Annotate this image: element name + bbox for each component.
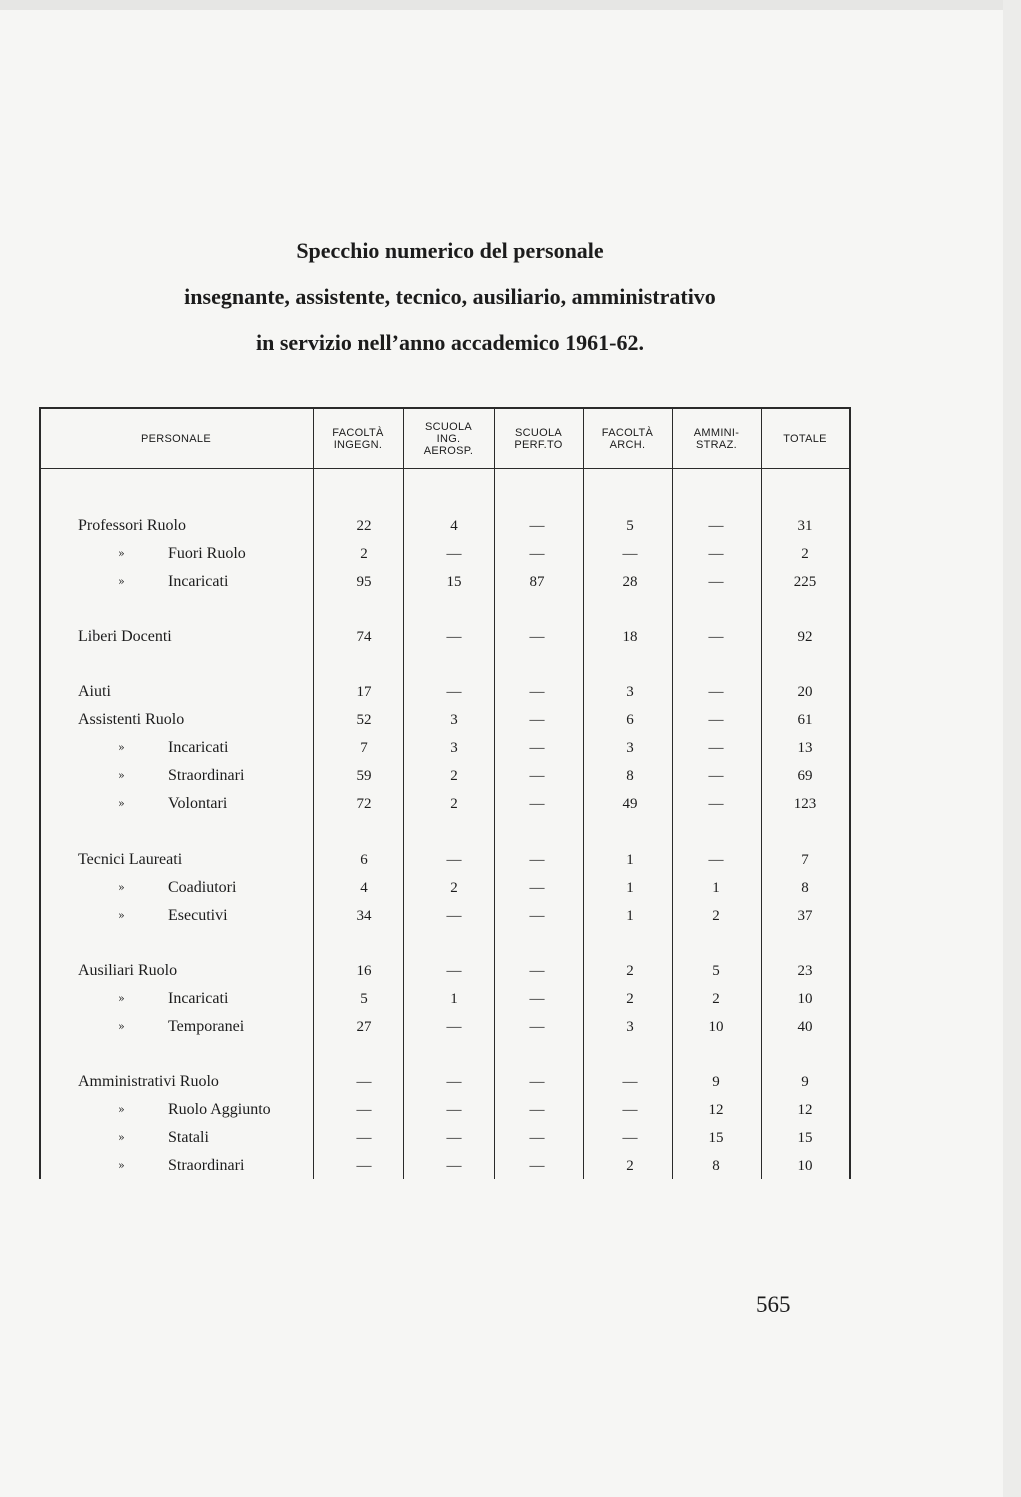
row-label: Liberi Docenti <box>78 628 172 645</box>
table-cell: — <box>529 684 545 700</box>
table-cell: — <box>708 546 724 562</box>
table-cell: 3 <box>450 712 458 728</box>
table-cell: — <box>529 880 545 896</box>
table-cell: — <box>529 546 545 562</box>
table-row <box>39 624 851 650</box>
table-cell: — <box>356 1102 372 1118</box>
table-row <box>39 763 851 789</box>
table-cell: — <box>708 518 724 534</box>
ditto-mark: » <box>118 741 125 754</box>
table-cell: — <box>529 991 545 1007</box>
table-cell: 10 <box>708 1019 724 1035</box>
table-row <box>39 1069 851 1095</box>
table-cell: — <box>708 629 724 645</box>
table-cell: 2 <box>626 991 634 1007</box>
table-cell: — <box>622 546 638 562</box>
table-cell: 10 <box>797 1158 813 1174</box>
ditto-mark: » <box>118 575 125 588</box>
column-header: TOTALE <box>783 432 827 445</box>
table-cell: 17 <box>356 684 372 700</box>
table-cell: — <box>446 1074 462 1090</box>
table-cell: — <box>708 574 724 590</box>
row-sublabel: Statali <box>168 1129 209 1146</box>
row-sublabel: Incaricati <box>168 739 229 756</box>
table-cell: — <box>356 1130 372 1146</box>
table-cell: 5 <box>712 963 720 979</box>
table-cell: 225 <box>793 574 817 590</box>
table-cell: 74 <box>356 629 372 645</box>
table-cell: — <box>529 796 545 812</box>
table-cell: — <box>446 1102 462 1118</box>
table-cell: — <box>529 852 545 868</box>
table-cell: — <box>622 1130 638 1146</box>
table-cell: 3 <box>450 740 458 756</box>
table-row <box>39 541 851 567</box>
row-sublabel: Coadiutori <box>168 879 237 896</box>
table-cell: 4 <box>360 880 368 896</box>
table-cell: 87 <box>529 574 545 590</box>
page-number: 565 <box>756 1292 791 1317</box>
row-sublabel: Straordinari <box>168 1157 245 1174</box>
table-cell: 4 <box>450 518 458 534</box>
table-cell: — <box>708 768 724 784</box>
column-header: SCUOLA PERF.TO <box>514 426 563 451</box>
table-cell: — <box>708 740 724 756</box>
table-cell: — <box>622 1102 638 1118</box>
table-cell: 34 <box>356 908 372 924</box>
table-cell: — <box>529 1019 545 1035</box>
table-cell: 9 <box>801 1074 809 1090</box>
personnel-table <box>39 407 851 1179</box>
table-row <box>39 986 851 1012</box>
title-line-3: in servizio nell’anno accademico 1961-62. <box>255 330 644 355</box>
table-cell: — <box>529 963 545 979</box>
column-header: PERSONALE <box>141 432 211 445</box>
ditto-mark: » <box>118 1020 125 1033</box>
table-cell: 2 <box>626 963 634 979</box>
table-cell: 123 <box>793 796 817 812</box>
row-label: Assistenti Ruolo <box>78 711 185 728</box>
ditto-mark: » <box>118 797 125 810</box>
table-row <box>39 569 851 595</box>
table-cell: 28 <box>622 574 638 590</box>
table-cell: 23 <box>797 963 813 979</box>
table-cell: 52 <box>356 712 372 728</box>
table-cell: — <box>529 518 545 534</box>
row-sublabel: Volontari <box>168 795 228 812</box>
table-cell: 10 <box>797 991 813 1007</box>
table-cell: 95 <box>356 574 372 590</box>
table-cell: 13 <box>797 740 813 756</box>
table-cell: 9 <box>712 1074 720 1090</box>
table-cell: 3 <box>626 684 634 700</box>
column-header: AMMINI- STRAZ. <box>693 426 740 451</box>
table-cell: 2 <box>360 546 368 562</box>
table-row <box>39 903 851 929</box>
row-sublabel: Fuori Ruolo <box>168 545 246 562</box>
row-sublabel: Straordinari <box>168 767 245 784</box>
table-cell: — <box>446 963 462 979</box>
table-cell: 1 <box>626 908 634 924</box>
table-cell: 6 <box>626 712 634 728</box>
table-cell: 1 <box>626 852 634 868</box>
row-sublabel: Esecutivi <box>168 907 228 924</box>
table-cell: 2 <box>712 991 720 1007</box>
column-header: SCUOLA ING. AEROSP. <box>423 420 474 457</box>
table-cell: — <box>708 684 724 700</box>
table-cell: — <box>708 712 724 728</box>
table-cell: 22 <box>356 518 372 534</box>
page-right-edge <box>1003 0 1021 1497</box>
table-cell: 7 <box>801 852 809 868</box>
table-row <box>39 1014 851 1040</box>
table-cell: 6 <box>360 852 368 868</box>
row-label: Professori Ruolo <box>78 517 186 534</box>
table-cell: 20 <box>797 684 813 700</box>
table-cell: — <box>356 1074 372 1090</box>
table-row <box>39 679 851 705</box>
table-row <box>39 1125 851 1151</box>
table-cell: — <box>708 796 724 812</box>
table-cell: — <box>529 740 545 756</box>
table-cell: 15 <box>708 1130 724 1146</box>
table-cell: 27 <box>356 1019 372 1035</box>
table-cell: 72 <box>356 796 372 812</box>
table-cell: — <box>446 684 462 700</box>
table-cell: — <box>446 908 462 924</box>
table-cell: 16 <box>356 963 372 979</box>
table-cell: — <box>446 1019 462 1035</box>
page-top-edge <box>0 0 1021 10</box>
ditto-mark: » <box>118 992 125 1005</box>
table-cell: — <box>529 712 545 728</box>
row-label: Tecnici Laureati <box>78 851 183 868</box>
row-sublabel: Ruolo Aggiunto <box>168 1101 271 1118</box>
row-sublabel: Temporanei <box>168 1018 245 1035</box>
table-cell: — <box>529 908 545 924</box>
document-title <box>0 228 900 366</box>
title-line-1: Specchio numerico del personale <box>296 238 604 263</box>
ditto-mark: » <box>118 881 125 894</box>
table-cell: 3 <box>626 1019 634 1035</box>
table-header-rule <box>39 468 851 469</box>
table-cell: 2 <box>801 546 809 562</box>
table-cell: 40 <box>797 1019 813 1035</box>
table-row <box>39 1097 851 1123</box>
table-cell: — <box>529 768 545 784</box>
table-cell: 18 <box>622 629 638 645</box>
table-cell: 8 <box>801 880 809 896</box>
table-cell: 49 <box>622 796 638 812</box>
table-cell: 8 <box>712 1158 720 1174</box>
table-cell: — <box>446 1130 462 1146</box>
ditto-mark: » <box>118 547 125 560</box>
table-cell: 2 <box>450 768 458 784</box>
table-cell: 2 <box>712 908 720 924</box>
table-cell: — <box>529 1130 545 1146</box>
table-cell: — <box>529 1158 545 1174</box>
table-cell: — <box>622 1074 638 1090</box>
table-cell: 69 <box>797 768 813 784</box>
table-row <box>39 875 851 901</box>
table-cell: 2 <box>450 880 458 896</box>
table-cell: — <box>446 546 462 562</box>
table-cell: 5 <box>360 991 368 1007</box>
table-row <box>39 958 851 984</box>
row-label: Ausiliari Ruolo <box>78 962 178 979</box>
table-cell: 31 <box>797 518 813 534</box>
table-cell: — <box>356 1158 372 1174</box>
row-sublabel: Incaricati <box>168 573 229 590</box>
table-cell: — <box>529 1074 545 1090</box>
table-row <box>39 1153 851 1179</box>
table-row <box>39 791 851 817</box>
table-cell: 5 <box>626 518 634 534</box>
table-cell: — <box>529 1102 545 1118</box>
table-cell: 15 <box>446 574 462 590</box>
table-cell: 61 <box>797 712 813 728</box>
row-sublabel: Incaricati <box>168 990 229 1007</box>
table-cell: 1 <box>712 880 720 896</box>
table-cell: 1 <box>450 991 458 1007</box>
table-cell: 12 <box>708 1102 724 1118</box>
table-cell: 8 <box>626 768 634 784</box>
table-row <box>39 707 851 733</box>
ditto-mark: » <box>118 1131 125 1144</box>
ditto-mark: » <box>118 769 125 782</box>
table-cell: 59 <box>356 768 372 784</box>
table-cell: — <box>446 629 462 645</box>
table-cell: 2 <box>450 796 458 812</box>
ditto-mark: » <box>118 909 125 922</box>
ditto-mark: » <box>118 1159 125 1172</box>
table-cell: 15 <box>797 1130 813 1146</box>
table-cell: — <box>529 629 545 645</box>
table-cell: 12 <box>797 1102 813 1118</box>
title-line-2: insegnante, assistente, tecnico, ausiliario, amministrativo <box>184 284 716 309</box>
table-cell: — <box>708 852 724 868</box>
ditto-mark: » <box>118 1103 125 1116</box>
table-cell: 92 <box>797 629 813 645</box>
table-cell: 7 <box>360 740 368 756</box>
column-header: FACOLTÀ ARCH. <box>601 426 654 451</box>
table-row <box>39 513 851 539</box>
table-cell: 1 <box>626 880 634 896</box>
table-cell: 37 <box>797 908 813 924</box>
table-cell: 2 <box>626 1158 634 1174</box>
table-row <box>39 735 851 761</box>
table-cell: 3 <box>626 740 634 756</box>
row-label: Aiuti <box>78 683 111 700</box>
row-label: Amministrativi Ruolo <box>78 1073 219 1090</box>
table-row <box>39 847 851 873</box>
table-cell: — <box>446 852 462 868</box>
column-header: FACOLTÀ INGEGN. <box>332 426 384 451</box>
table-cell: — <box>446 1158 462 1174</box>
